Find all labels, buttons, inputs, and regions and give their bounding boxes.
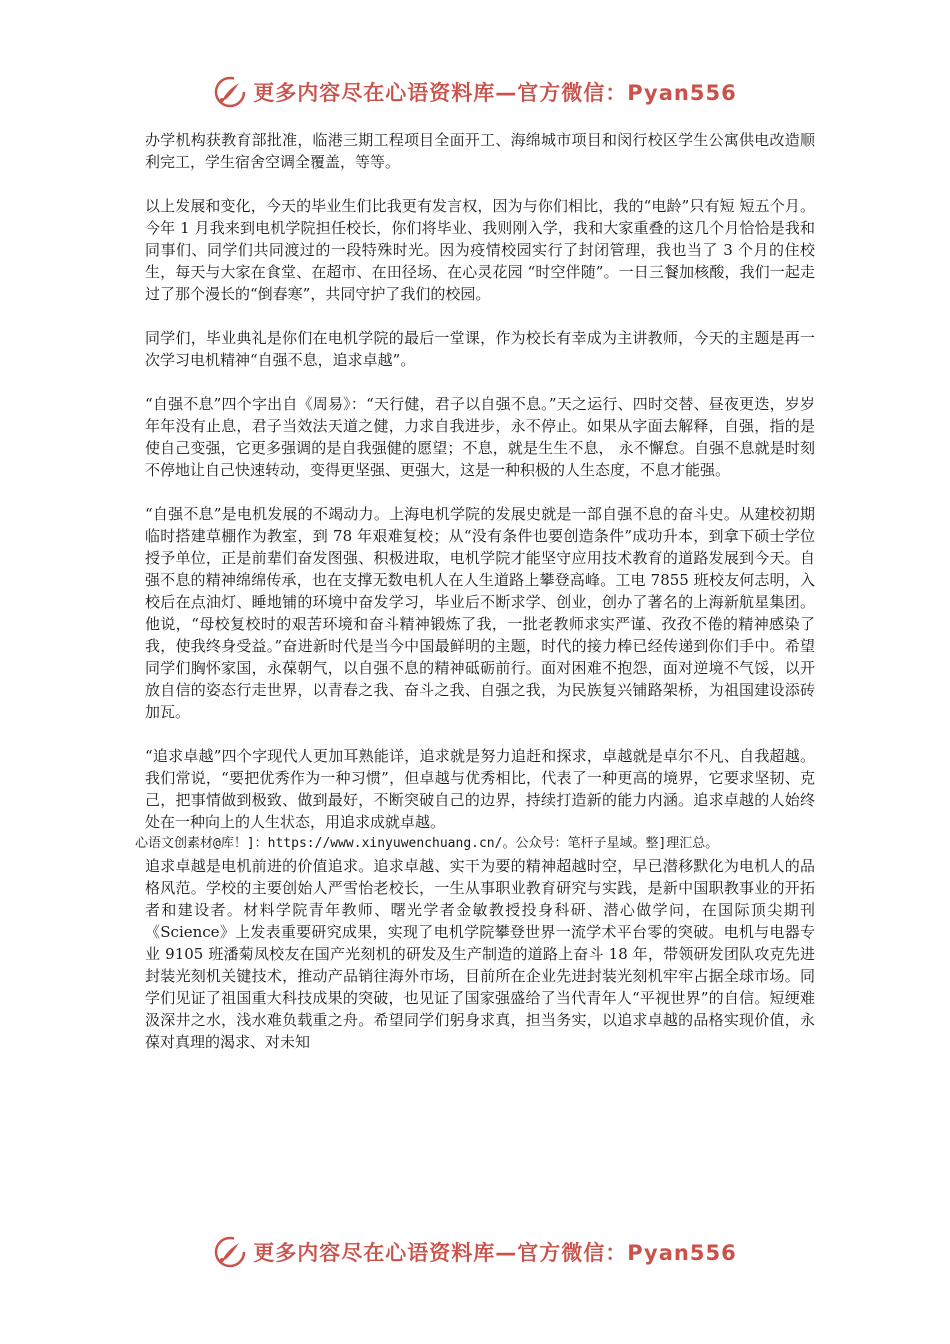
paragraph: “自强不息”四个字出自《周易》：“天行健，君子以自强不息。”天之运行、四时交替、昼夜更迭，岁岁年年没有止息，君子当效法天道之健，力求自我进步，永不停止。如果从字面去解释，自强，指的是使自己变强，它更多强调的是自我强健的愿望；不息，就是生生不息， 永不懈怠。自强不息就是时刻不停地让自己快速转动，变得更坚强、更强大，这是一种积极的人生态度，不息才能强。: [145, 395, 815, 479]
document-body: [135, 129, 815, 1053]
watermark-line: 心语文创素材@库！]：https://www.xinyuwenchuang.cn/。公众号：笔杆子星域。整]理汇总。: [135, 836, 719, 851]
paragraph: 追求卓越是电机前进的价值追求。追求卓越、实干为要的精神超越时空，早已潜移默化为电机人的品格风范。学校的主要创始人严雪怡老校长，一生从事职业教育研究与实践，是新中国职教事业的开拓者和建设者。材料学院青年教师、曙光学者金敏教授投身科研、潜心做学问，在国际顶尖期刊《Science》上发表重要研究成果，实现了电机学院攀登世界一流学术平台零的突破。电机与电器专业 9105 班潘菊凤校友在国产光刻机的研发及生产制造的道路上奋斗 18 年，带领研发团队攻克先进封装光刻机关键技术，推动产品销往海外市场，目前所在企业先进封装光刻机牢牢占据全球市场。同学们见证了祖国重大科技成果的突破，也见证了国家强盛给了当代青年人“平视世界”的自信。短绠难汲深井之水，浅水难负载重之舟。希望同学们躬身求真，担当务实，以追求卓越的品格实现价值，永葆对真理的渴求、对未知: [145, 857, 815, 1051]
paragraph: 办学机构获教育部批准，临港三期工程项目全面开工、海绵城市项目和闵行校区学生公寓供电改造顺利完工，学生宿舍空调全覆盖，等等。: [145, 131, 815, 171]
header-banner-text: 更多内容尽在心语资料库—官方微信：Pyan556: [253, 81, 737, 105]
brush-logo-icon: [213, 1235, 247, 1269]
paragraph: 同学们，毕业典礼是你们在电机学院的最后一堂课，作为校长有幸成为主讲教师，今天的主题是再一次学习电机精神“自强不息，追求卓越”。: [145, 329, 815, 369]
footer-banner: [0, 1232, 950, 1272]
paragraph: 以上发展和变化，今天的毕业生们比我更有发言权，因为与你们相比，我的“电龄”只有短 短五个月。今年 1 月我来到电机学院担任校长，你们将毕业、我则刚入学，我和大家重叠的这几个月恰恰是我和同事们、同学们共同渡过的一段特殊时光。因为疫情校园实行了封闭管理，我也当了 3 个月的住校生，每天与大家在食堂、在超市、在田径场、在心灵花园 “时空伴随”。一日三餐加核酸，我们一起走过了那个漫长的“倒春寒”，共同守护了我们的校园。: [145, 197, 815, 303]
header-banner: [0, 72, 950, 112]
paragraph: “自强不息”是电机发展的不竭动力。上海电机学院的发展史就是一部自强不息的奋斗史。从建校初期临时搭建草棚作为教室，到 78 年艰难复校；从“没有条件也要创造条件”成功升本，到拿下硕士学位授予单位，正是前辈们奋发图强、积极进取，电机学院才能坚守应用技术教育的道路发展到今天。自强不息的精神绵绵传承，也在支撑无数电机人在人生道路上攀登高峰。工电 7855 班校友何志明，入校后在点油灯、睡地铺的环境中奋发学习，毕业后不断求学、创业，创办了著名的上海新航星集团。他说，“母校复校时的艰苦环境和奋斗精神锻炼了我，一批老教师求实严谨、孜孜不倦的精神感染了我，使我终身受益。”奋进新时代是当今中国最鲜明的主题，时代的接力棒已经传递到你们手中。希望同学们胸怀家国，永葆朝气，以自强不息的精神砥砺前行。面对困难不抱怨，面对逆境不气馁，以开放自信的姿态行走世界，以青春之我、奋斗之我、自强之我，为民族复兴铺路架桥，为祖国建设添砖加瓦。: [145, 505, 815, 721]
footer-banner-text: 更多内容尽在心语资料库—官方微信：Pyan556: [253, 1241, 737, 1265]
paragraph: “追求卓越”四个字现代人更加耳熟能详，追求就是努力追赶和探求，卓越就是卓尔不凡、自我超越。我们常说，“要把优秀作为一种习惯”，但卓越与优秀相比，代表了一种更高的境界，它要求坚韧、克己，把事情做到极致、做到最好，不断突破自己的边界，持续打造新的能力内涵。追求卓越的人始终处在一种向上的人生状态，用追求成就卓越。: [145, 747, 815, 831]
brush-logo-icon: [213, 75, 247, 109]
